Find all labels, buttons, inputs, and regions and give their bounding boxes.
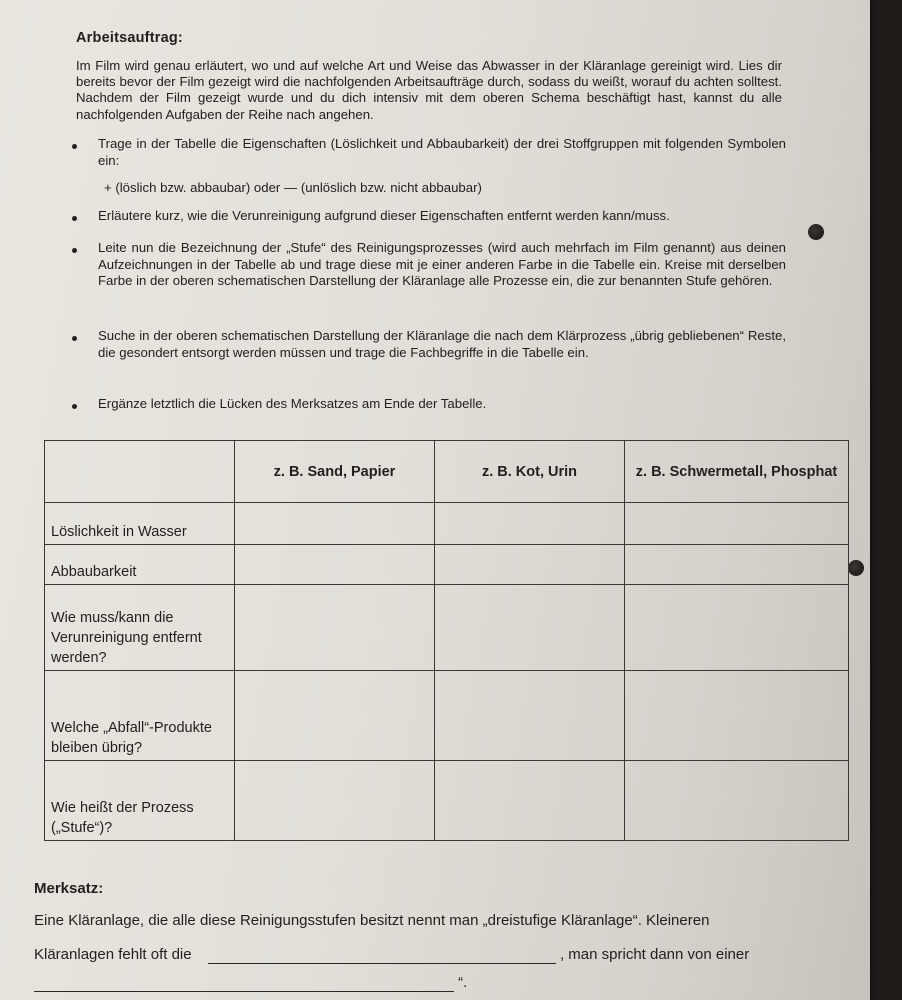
table-row — [45, 585, 849, 671]
answer-cell[interactable] — [625, 585, 849, 671]
answer-cell[interactable] — [235, 671, 435, 761]
answer-cell[interactable] — [235, 503, 435, 545]
punch-hole — [808, 224, 824, 240]
row-label: Wie heißt der Prozess („Stufe“)? — [45, 761, 235, 841]
answer-cell[interactable] — [235, 585, 435, 671]
answer-cell[interactable] — [435, 671, 625, 761]
task-item: Leite nun die Bezeichnung der „Stufe“ des Reinigungsprozesses (wird auch mehrfach im Film genannt) aus deinen Aufzeichnungen in der Tabelle ab und trage diese mit je einer anderen Farbe in die Tabelle ein. Kreise mit derselben Farbe in der oberen schematischen Darstellung der Kläranlage alle Prozesse ein, die zur benannten Stufe gehören. — [98, 240, 786, 289]
merksatz-text-end: , man spricht dann von einer — [559, 946, 750, 963]
bullet-icon — [72, 216, 77, 221]
header-cell-empty — [45, 441, 235, 503]
bullet-icon — [72, 404, 77, 409]
answer-cell[interactable] — [435, 585, 625, 671]
merksatz-label: Merksatz: — [34, 880, 104, 897]
assignment-title: Arbeitsauftrag: — [76, 30, 183, 46]
answer-cell[interactable] — [435, 761, 625, 841]
header-cell: z. B. Kot, Urin — [435, 441, 625, 503]
table-row — [45, 671, 849, 761]
bullet-icon — [72, 144, 77, 149]
punch-hole — [848, 560, 864, 576]
row-label: Abbaubarkeit — [45, 545, 235, 585]
task-item: Erläutere kurz, wie die Verunreinigung aufgrund dieser Eigenschaften entfernt werden kann/muss. — [98, 208, 670, 223]
task-item: Suche in der oberen schematischen Darstellung der Kläranlage die nach dem Klärprozess „übrig gebliebenen“ Reste, die gesondert entsorgt werden müssen und trage die Fachbegriffe in die Tabelle ein. — [98, 328, 786, 360]
answer-cell[interactable] — [625, 671, 849, 761]
merksatz-text-start: Kläranlagen fehlt oft die — [34, 946, 192, 963]
answer-cell[interactable] — [625, 503, 849, 545]
merksatz-text: Eine Kläranlage, die alle diese Reinigungsstufen besitzt nennt man „dreistufige Kläranlage“. Kleineren — [34, 912, 710, 929]
fill-in-blank[interactable] — [208, 946, 556, 964]
bullet-icon — [72, 248, 77, 253]
bullet-icon — [72, 336, 77, 341]
answer-cell[interactable] — [435, 545, 625, 585]
row-label: Löslichkeit in Wasser — [45, 503, 235, 545]
row-label: Welche „Abfall“-Produkte bleiben übrig? — [45, 671, 235, 761]
properties-table — [44, 440, 849, 841]
task-item: Trage in der Tabelle die Eigenschaften (Löslichkeit und Abbaubarkeit) der drei Stoffgruppen mit folgenden Symbolen ein: — [98, 136, 786, 168]
task-item: Ergänze letztlich die Lücken des Merksatzes am Ende der Tabelle. — [98, 396, 487, 411]
table-row — [45, 503, 849, 545]
answer-cell[interactable] — [625, 761, 849, 841]
merksatz-text — [34, 946, 749, 964]
fill-in-blank[interactable] — [34, 974, 454, 992]
answer-cell[interactable] — [625, 545, 849, 585]
symbol-legend: + (löslich bzw. abbaubar) oder — (unlöslich bzw. nicht abbaubar) — [104, 180, 482, 195]
header-cell: z. B. Sand, Papier — [235, 441, 435, 503]
answer-cell[interactable] — [235, 761, 435, 841]
answer-cell[interactable] — [435, 503, 625, 545]
merksatz-text — [34, 974, 467, 992]
table-row — [45, 761, 849, 841]
table-header-row — [45, 441, 849, 503]
answer-cell[interactable] — [235, 545, 435, 585]
merksatz-text-end: “. — [458, 974, 468, 991]
intro-paragraph: Im Film wird genau erläutert, wo und auf welche Art und Weise das Abwasser in der Kläranlage gereinigt wird. Lies dir bereits bevor der Film gezeigt wird die nachfolgenden Arbeitsaufträge durch, sodass du weißt, worauf du achten solltest. Nachdem der Film gezeigt wurde und du dich intensiv mit dem oberen Schema beschäftigt hast, kannst du alle nachfolgenden Aufgaben der Reihe nach angehen. — [76, 58, 782, 122]
row-label: Wie muss/kann die Verunreinigung entfernt werden? — [45, 585, 235, 671]
table-row — [45, 545, 849, 585]
header-cell: z. B. Schwermetall, Phosphat — [625, 441, 849, 503]
